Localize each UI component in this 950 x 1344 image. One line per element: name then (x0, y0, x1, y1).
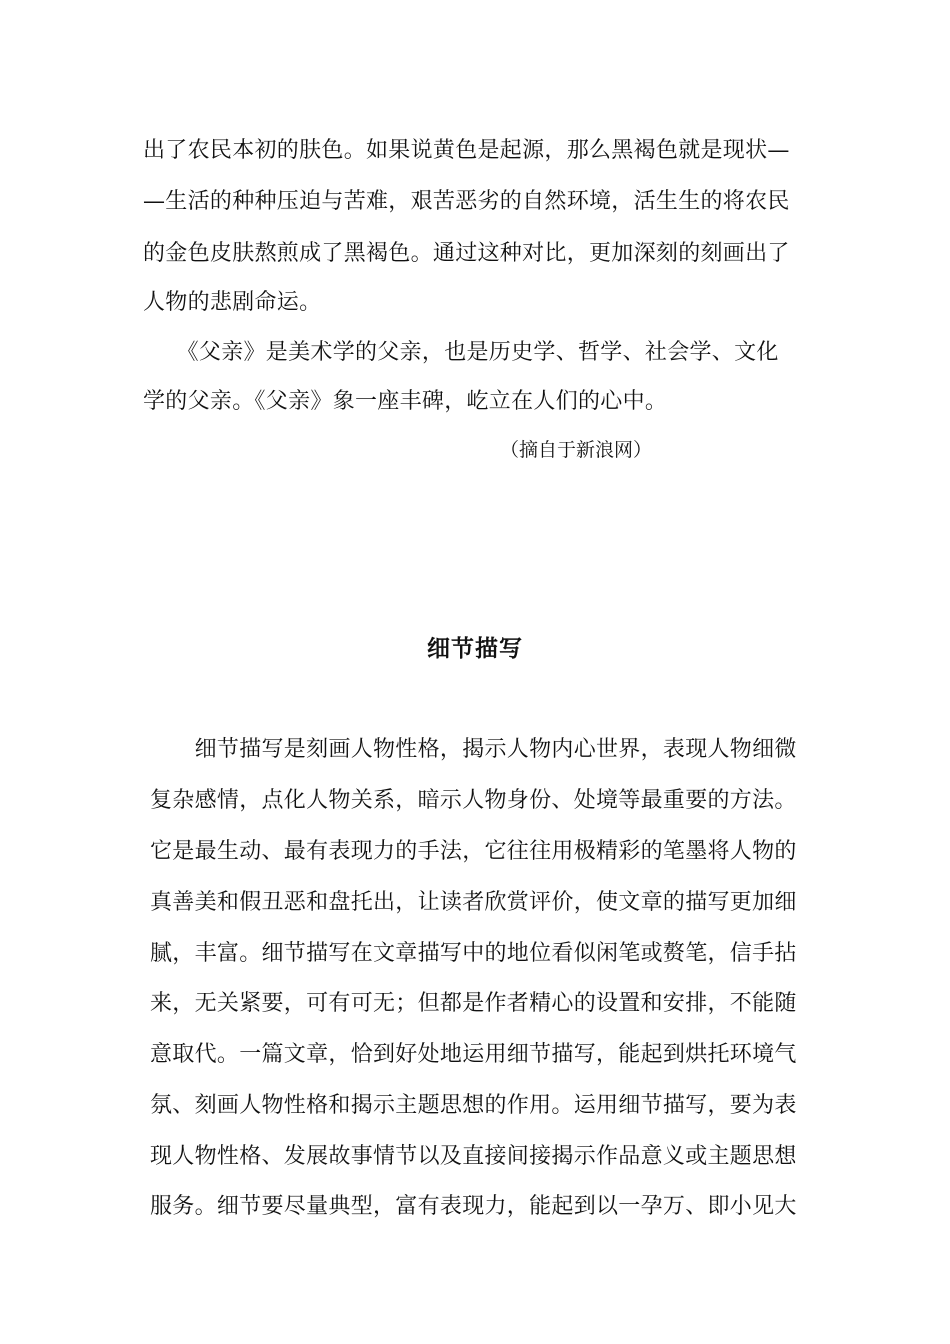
paragraph-line: 腻，丰富。细节描写在文章描写中的地位看似闲笔或赘笔，信手拈 (150, 941, 797, 966)
paragraph-line: 学的父亲。《父亲》象一座丰碑，屹立在人们的心中。 (143, 389, 668, 414)
paragraph-line: 的金色皮肤熬煎成了黑褐色。通过这种对比，更加深刻的刻画出了 (143, 241, 790, 266)
paragraph-line: 现人物性格、发展故事情节以及直接间接揭示作品意义或主题思想 (150, 1144, 797, 1169)
paragraph-line: 氛、刻画人物性格和揭示主题思想的作用。运用细节描写，要为表 (150, 1093, 797, 1118)
paragraph-line: 意取代。一篇文章，恰到好处地运用细节描写，能起到烘托环境气 (150, 1042, 797, 1067)
paragraph-line: 来，无关紧要，可有可无；但都是作者精心的设置和安排，不能随 (150, 991, 797, 1016)
paragraph-line: 出了农民本初的肤色。如果说黄色是起源，那么黑褐色就是现状— (143, 138, 790, 163)
paragraph-line: 复杂感情，点化人物关系，暗示人物身份、处境等最重要的方法。 (150, 788, 797, 813)
paragraph-line: 它是最生动、最有表现力的手法，它往往用极精彩的笔墨将人物的 (150, 839, 797, 864)
paragraph-line: 细节描写是刻画人物性格，揭示人物内心世界，表现人物细微 (150, 737, 797, 762)
paragraph-line: 真善美和假丑恶和盘托出，让读者欣赏评价，使文章的描写更加细 (150, 890, 797, 915)
paragraph-line: 服务。细节要尽量典型，富有表现力，能起到以一孕万、即小见大 (150, 1194, 797, 1219)
paragraph-line: 《父亲》是美术学的父亲，也是历史学、哲学、社会学、文化 (143, 340, 779, 365)
section-heading: 细节描写 (427, 636, 523, 662)
source-attribution: （摘自于新浪网） (500, 439, 653, 461)
paragraph-line: 人物的悲剧命运。 (143, 290, 322, 315)
paragraph-line: —生活的种种压迫与苦难，艰苦恶劣的自然环境，活生生的将农民 (143, 189, 790, 214)
